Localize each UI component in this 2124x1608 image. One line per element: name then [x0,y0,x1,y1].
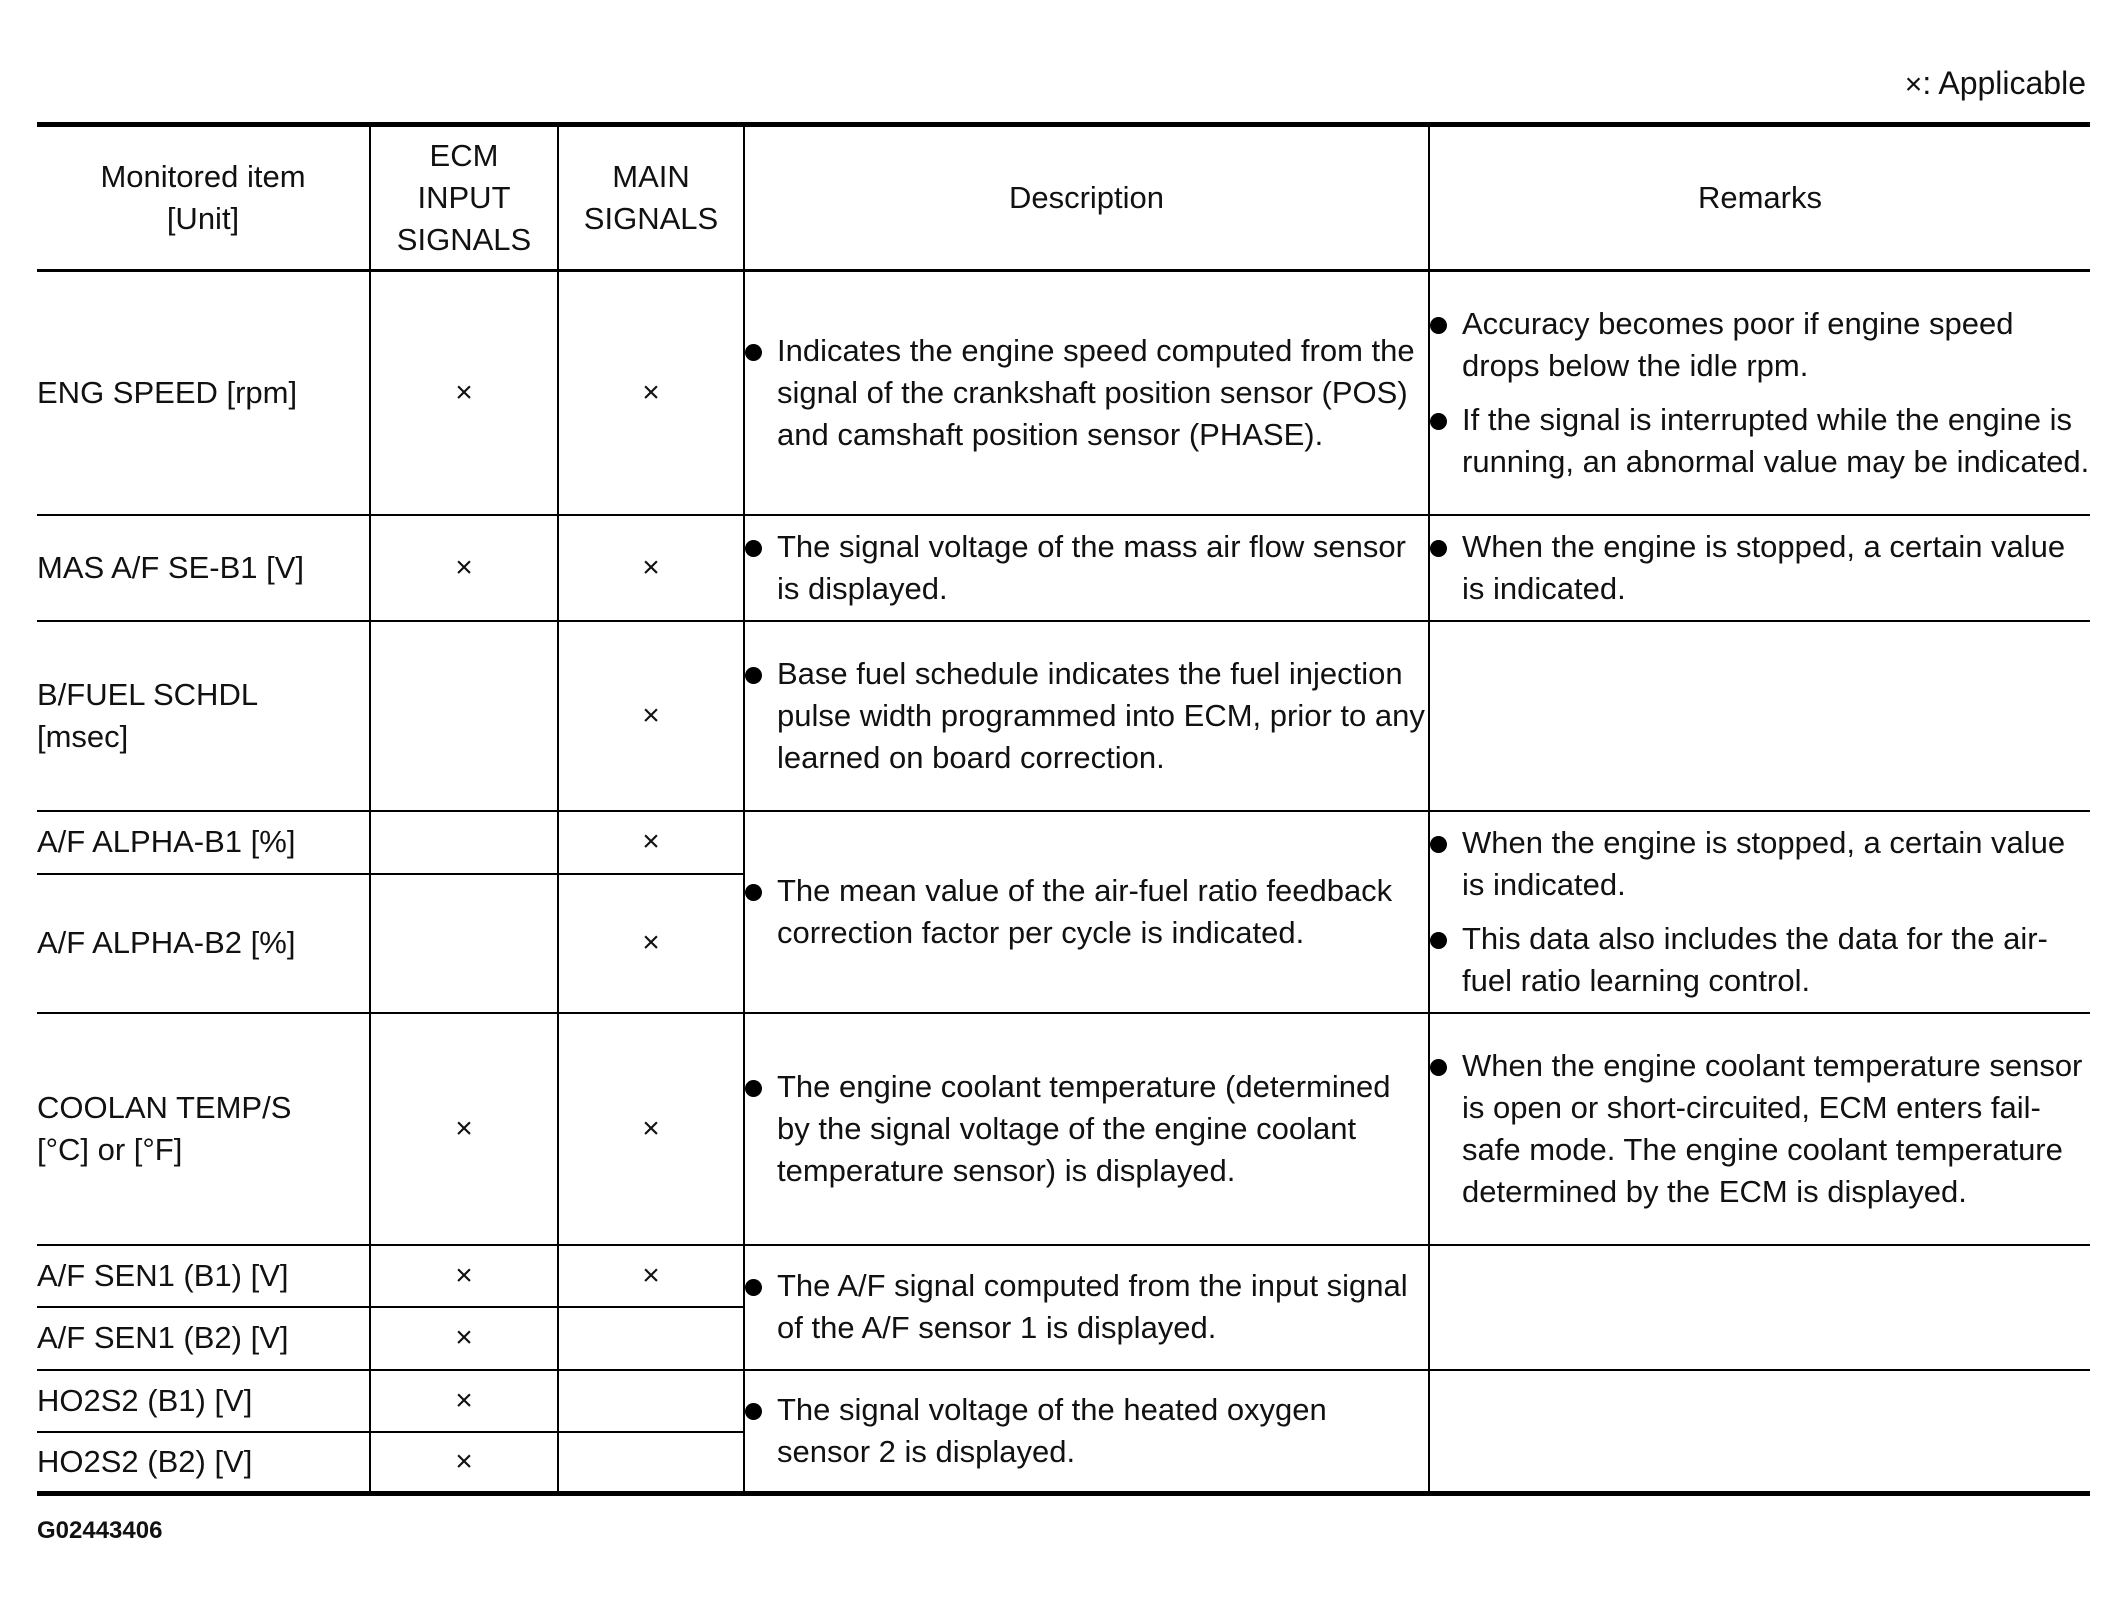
main-signal-mark: × [558,271,744,515]
table-row [37,621,2090,811]
monitored-item-name: HO2S2 (B2) [V] [37,1443,253,1479]
remark-bullet: This data also includes the data for the air-fuel ratio learning control. [1430,918,2090,1002]
remarks-cell [1429,1013,2090,1245]
table-body [37,271,2090,1494]
monitored-item-cell [37,515,370,621]
monitored-item-cell [37,1370,370,1432]
monitored-item-cell [37,811,370,874]
monitored-item-name: HO2S2 (B1) [V] [37,1382,253,1418]
main-signal-mark: × [558,1245,744,1307]
monitored-item-name: B/FUEL SCHDL [37,676,259,712]
main-signal-mark [558,1432,744,1494]
monitored-item-name: [°C] or [°F] [37,1131,183,1167]
table-row [37,1370,2090,1432]
description-cell [744,1013,1429,1245]
ecm-input-signal-mark: × [370,1245,558,1307]
remark-bullet: When the engine is stopped, a certain value is indicated. [1430,526,2090,610]
main-signal-mark: × [558,874,744,1013]
table-row [37,811,2090,874]
monitored-item-cell [37,874,370,1013]
header-text: SIGNALS [583,201,719,236]
monitored-item-cell [37,621,370,811]
monitored-item-name: A/F ALPHA-B2 [%] [37,925,296,960]
monitored-item-cell [37,1245,370,1307]
description-bullet: The A/F signal computed from the input signal of the A/F sensor 1 is displayed. [745,1265,1428,1349]
ecm-input-signal-mark [370,811,558,874]
description-cell [744,515,1429,621]
ecm-input-signal-mark: × [370,1432,558,1494]
ecm-input-signal-mark: × [370,515,558,621]
main-signal-mark: × [558,621,744,811]
description-bullet: The mean value of the air-fuel ratio feedback correction factor per cycle is indicated. [745,870,1428,954]
table-row [37,1013,2090,1245]
description-bullet: The signal voltage of the heated oxygen sensor 2 is displayed. [745,1389,1428,1473]
table-row [37,515,2090,621]
header-remarks: Remarks [1429,125,2090,271]
header-row [37,125,2090,271]
monitored-item-name: A/F ALPHA-B1 [%] [37,824,296,859]
description-cell [744,1370,1429,1494]
table-row [37,1245,2090,1307]
main-signal-mark [558,1307,744,1370]
applicable-legend [1905,62,2086,106]
description-bullet: The signal voltage of the mass air flow sensor is displayed. [745,526,1428,610]
ecm-input-signal-mark [370,874,558,1013]
monitored-item-cell [37,1432,370,1494]
remark-bullet: When the engine is stopped, a certain value is indicated. [1430,822,2090,906]
header-text: INPUT [417,180,511,215]
remark-bullet: Accuracy becomes poor if engine speed drops below the idle rpm. [1430,303,2090,387]
applicable-legend-text: : Applicable [1922,65,2086,101]
table-row [37,271,2090,515]
main-signal-mark: × [558,1013,744,1245]
monitor-item-table [37,122,2090,1496]
monitored-item-name: [msec] [37,718,129,754]
remarks-cell [1429,621,2090,811]
header-monitored-item [37,125,370,271]
header-text: [Unit] [166,201,240,236]
remarks-cell [1429,515,2090,621]
description-cell [744,621,1429,811]
header-text: MAIN [612,159,690,194]
figure-id: G02443406 [37,1517,163,1544]
header-ecm-input-signals [370,125,558,271]
header-text: Monitored item [100,159,306,194]
description-bullet: The engine coolant temperature (determined by the signal voltage of the engine coolant temperature sensor) is displayed. [745,1066,1428,1192]
remarks-cell [1429,1245,2090,1370]
ecm-input-signal-mark: × [370,1013,558,1245]
ecm-input-signal-mark [370,621,558,811]
monitored-item-name: ENG SPEED [rpm] [37,374,298,410]
remarks-cell [1429,811,2090,1013]
description-cell [744,811,1429,1013]
remarks-cell [1429,1370,2090,1494]
header-text: SIGNALS [396,222,532,257]
ecm-input-signal-mark: × [370,1370,558,1432]
main-signal-mark: × [558,515,744,621]
monitored-item-cell [37,271,370,515]
monitored-item-name: A/F SEN1 (B2) [V] [37,1320,289,1355]
description-cell [744,271,1429,515]
header-main-signals [558,125,744,271]
monitored-item-name: COOLAN TEMP/S [37,1089,292,1125]
monitored-item-name: A/F SEN1 (B1) [V] [37,1257,289,1293]
main-signal-mark [558,1370,744,1432]
header-description: Description [744,125,1429,271]
ecm-input-signal-mark: × [370,1307,558,1370]
applicable-mark: × [1904,68,1923,101]
header-text: ECM [429,138,499,173]
remarks-cell [1429,271,2090,515]
description-cell [744,1245,1429,1370]
description-bullet: Base fuel schedule indicates the fuel injection pulse width programmed into ECM, prior to any learned on board correction. [745,653,1428,779]
monitored-item-cell [37,1013,370,1245]
main-signal-mark: × [558,811,744,874]
monitored-item-cell [37,1307,370,1370]
monitored-item-name: MAS A/F SE-B1 [V] [37,549,305,585]
remark-bullet: If the signal is interrupted while the engine is running, an abnormal value may be indicated. [1430,399,2090,483]
description-bullet: Indicates the engine speed computed from the signal of the crankshaft position sensor (POS) and camshaft position sensor (PHASE). [745,330,1428,456]
remark-bullet: When the engine coolant temperature sensor is open or short-circuited, ECM enters fail-safe mode. The engine coolant temperature determined by the ECM is displayed. [1430,1045,2090,1213]
ecm-input-signal-mark: × [370,271,558,515]
